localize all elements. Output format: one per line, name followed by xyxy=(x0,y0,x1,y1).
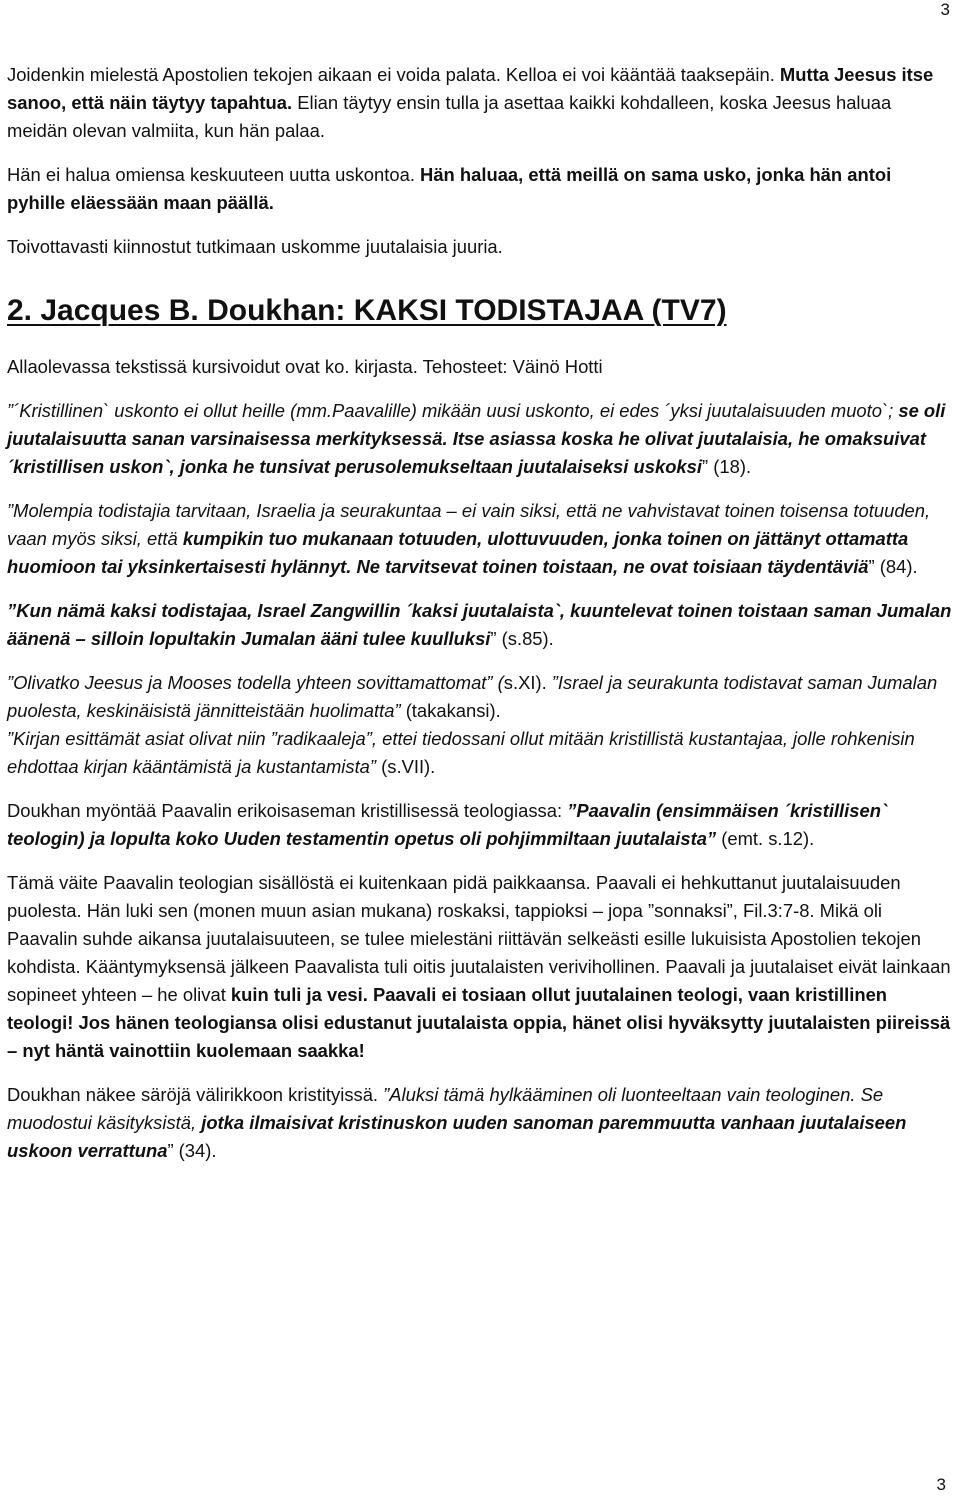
text-run: Tämä väite Paavalin teologian sisällöstä ei kuitenkaan pidä paikkaansa. Paavali ei hehkuttanut juutalaisuuden puolesta. Hän luki sen (monen muun asian mukana) roskaksi, tappioksi – jopa ”sonnaksi”, Fil.3:7-8. Mikä oli Paavalin suhde aikansa juutalaisuuteen, se tulee mielestäni riittävän selkeästi esille lukuisista Apostolien tekojen kohdista. Kääntymyksensä jälkeen Paavalista tuli oitis juutalaisten verivihollinen. Paavali ja juutalaiset eivät lainkaan sopineet yhteen – he olivat xyxy=(7,872,951,1005)
quote-paragraph-3 xyxy=(7,597,953,653)
page-number-top: 3 xyxy=(940,0,950,19)
italic-run: ”Aluksi tämä hylkääminen oli luonteeltaan vain teologinen. Se muodostui käsityksistä, xyxy=(7,1084,884,1133)
page-number-bottom: 3 xyxy=(936,1475,946,1494)
text-run: ” (s.85). xyxy=(490,628,554,649)
bold-run: kuin tuli ja vesi. Paavali ei tosiaan ollut juutalainen teologi, vaan kristillinen teologi! Jos hänen teologiansa olisi edustanut juutalaista oppia, hänet olisi hyväksytty juutalaisten piireissä – nyt häntä vainottiin kuolemaan saakka! xyxy=(7,984,951,1061)
document-body xyxy=(7,61,953,1165)
italic-run: ”´Kristillinen` uskonto ei ollut heille (mm. xyxy=(7,400,333,421)
quote-paragraph-1 xyxy=(7,397,953,481)
paragraph-claim xyxy=(7,869,953,1065)
text-run: (emt. s.12). xyxy=(716,828,815,849)
quote-paragraph-2 xyxy=(7,497,953,581)
bold-italic-run: kumpikin tuo mukanaan totuuden, ulottuvuuden, jonka toinen on jättänyt ottamatta huomioon tai yksinkertaisesti hylännyt. Ne tarvitsevat toinen toistaan, ne ovat toisiaan täydentäviä xyxy=(7,528,909,577)
bold-italic-run: ”Kun nämä kaksi todistajaa, Israel Zangwillin ´kaksi juutalaista`, kuuntelevat toinen toistaan saman Jumalan äänenä – silloin lopultakin Jumalan ääni tulee kuulluksi xyxy=(7,600,952,649)
text-run: ” (84). xyxy=(868,556,918,577)
bold-run: Mutta Jeesus itse sanoo, että näin täytyy tapahtua. xyxy=(7,64,934,113)
italic-run: Paavalille) mikään uusi uskonto, ei edes ´yksi juutalaisuuden muoto`; xyxy=(332,400,899,421)
text-run: ” (18). xyxy=(702,456,752,477)
paragraph-hope: Toivottavasti kiinnostut tutkimaan uskomme juutalaisia juuria. xyxy=(7,236,503,257)
quote-paragraph-4 xyxy=(7,669,953,781)
section-heading: 2. Jacques B. Doukhan: KAKSI TODISTAJAA (TV7) xyxy=(7,294,727,327)
text-run: Doukhan myöntää Paavalin erikoisaseman kristillisessä teologiassa: xyxy=(7,800,568,821)
bold-italic-run: ”Paavalin (ensimmäisen ´kristillisen` teologin) ja lopulta koko Uuden testamentin opetus oli pohjimmiltaan juutalaista” xyxy=(7,800,888,849)
text-run: s.XI). xyxy=(503,672,552,693)
bold-run: Hän haluaa, että meillä on sama usko, jonka hän antoi pyhille eläessään maan päällä. xyxy=(7,164,892,213)
paragraph-rift xyxy=(7,1081,953,1165)
text-run: Joidenkin mielestä Apostolien tekojen aikaan ei voida palata. Kelloa ei voi kääntää taaksepäin. xyxy=(7,64,780,85)
text-run: Hän ei halua omiensa keskuuteen uutta uskontoa. xyxy=(7,164,421,185)
paragraph-intro xyxy=(7,61,953,145)
paragraph-paul xyxy=(7,797,953,853)
italic-run: ”Israel ja seurakunta todistavat saman Jumalan puolesta, keskinäisistä jännitteistään huolimatta” xyxy=(7,672,938,721)
text-run: Doukhan näkee säröjä välirikkoon kristityissä. xyxy=(7,1084,384,1105)
italic-run: ”Olivatko Jeesus ja Mooses todella yhteen sovittamattomat” ( xyxy=(7,672,504,693)
paragraph-note: Allaolevassa tekstissä kursivoidut ovat ko. kirjasta. Tehosteet: Väinö Hotti xyxy=(7,356,603,377)
text-run: Elian täytyy ensin tulla ja asettaa kaikki kohdalleen, koska Jeesus haluaa meidän olevan valmiita, kun hän palaa. xyxy=(7,92,892,141)
italic-run: ”Kirjan esittämät asiat olivat niin ”radikaaleja”, ettei tiedossani ollut mitään kristillistä kustantajaa, jolle rohkenisin ehdottaa kirjan kääntämistä ja kustantamista” xyxy=(7,728,915,777)
bold-italic-run: jotka ilmaisivat kristinuskon uuden sanoman paremmuutta vanhaan juutalaiseen uskoon verrattuna xyxy=(7,1112,907,1161)
bold-italic-run: se oli juutalaisuutta sanan varsinaisessa merkityksessä. Itse asiassa koska he olivat juutalaisia, he omaksuivat ´kristillisen uskon`, jonka he tunsivat perusolemukseltaan juutalaiseksi uskoksi xyxy=(7,400,946,477)
paragraph-faith xyxy=(7,161,953,217)
italic-run: ”Molempia todistajia tarvitaan, Israelia ja seurakuntaa – ei vain siksi, että ne vahvistavat toinen toisensa totuuden, vaan myös siksi, että xyxy=(7,500,931,549)
text-run: (s.VII). xyxy=(376,756,436,777)
text-run: ” (34). xyxy=(167,1140,217,1161)
text-run: (takakansi). xyxy=(400,700,501,721)
